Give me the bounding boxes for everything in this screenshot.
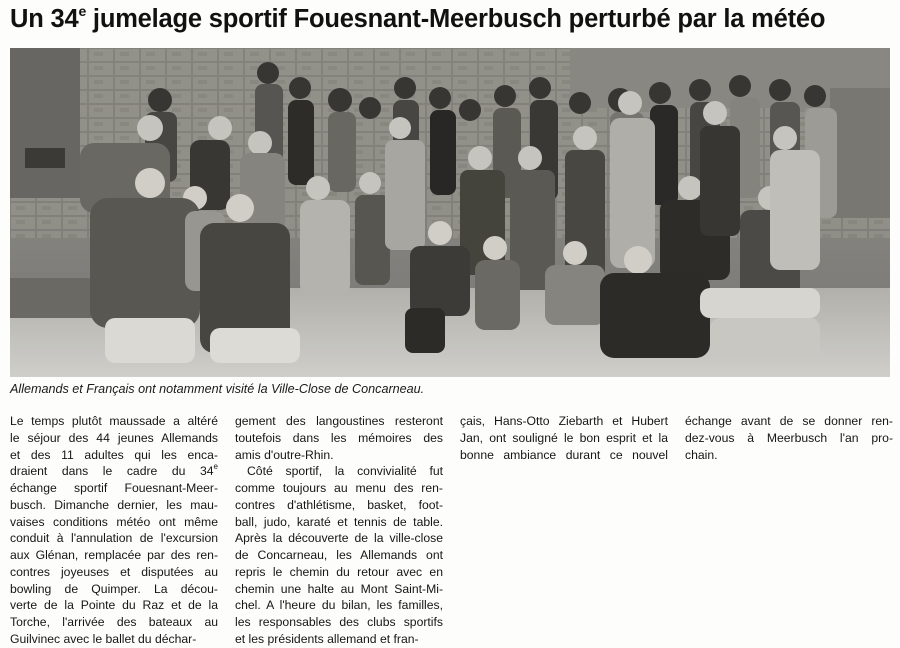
group-photo-icon — [10, 48, 890, 377]
ordinal-suffix: e — [213, 463, 218, 472]
group-photo — [10, 48, 890, 377]
article-text-line: gement des langoustines resteront — [235, 414, 443, 428]
article-text-line: ball, judo, karaté et tennis de table. — [235, 514, 443, 529]
article-text-line: toutefois dans les mémoires des — [235, 430, 443, 445]
headline-ordinal-suffix: e — [78, 2, 87, 19]
article-text-line: amis d'outre-Rhin. — [235, 447, 334, 462]
article-text-line: échange sportif Fouesnant-Meer- — [10, 481, 218, 495]
article-text-line: verte de la Pointe du Raz et de la — [10, 598, 218, 613]
article-text-line: échange avant de se donner ren- — [685, 414, 893, 428]
article-text-line: le séjour des 44 jeunes Allemands — [10, 430, 218, 445]
article-text-line: Le temps plutôt maussade a altéré — [10, 414, 218, 428]
article-text-line: Côté sportif, la convivialité fut — [247, 464, 443, 479]
article-text-line: bonne ambiance durant ce nouvel — [460, 447, 668, 462]
article-text-line: vaises conditions météo ont même — [10, 514, 218, 529]
article-column-1 — [10, 413, 218, 648]
article-text-line: çais, Hans-Otto Ziebarth et Hubert — [460, 414, 668, 428]
article-text-line: repris le chemin du retour avec en — [235, 564, 443, 579]
headline-text-start: Un 34 — [10, 5, 79, 33]
article-text-line: et des 11 adultes qui les enca- — [10, 447, 218, 462]
article-text-line: bowling de Quimper. La décou- — [10, 581, 218, 596]
article-text-line: Guilvinec avec le ballet du déchar- — [10, 631, 197, 646]
article-text-line: les responsables des clubs sportifs — [235, 615, 443, 629]
headline-text-end: jumelage sportif Fouesnant-Meerbusch perturbé par la météo — [86, 5, 826, 33]
article-text-line: Après la découverte de la ville-close — [235, 531, 443, 546]
article-text-line: dez-vous à Meerbusch l'an pro- — [685, 430, 893, 445]
article-text-line: aux Glénan, remplacée par des ren- — [10, 548, 218, 562]
article-text-line: draient dans le cadre du 34e — [10, 463, 218, 479]
article-text-line: conduit à l'annulation de l'excursion — [10, 531, 218, 546]
article-text-line: chel. A l'heure du bilan, les familles, — [235, 598, 443, 613]
article-text-line: Torche, l'arrivée des bateaux au — [10, 615, 218, 629]
article-text-line: comme toujours au menu des ren- — [235, 481, 443, 495]
photo-caption: Allemands et Français ont notamment visité la Ville-Close de Concarneau. — [10, 382, 425, 396]
article-column-2 — [235, 413, 443, 648]
article-text-line: contres joyeuses et disputées au — [10, 564, 218, 579]
article-text-line: contres d'athlétisme, basket, foot- — [235, 497, 443, 512]
article-headline — [10, 2, 892, 36]
article-text-line: Jan, ont souligné le bon esprit et la — [460, 430, 668, 445]
article-text-line: et les présidents allemand et fran- — [235, 631, 419, 646]
article-text-line: chain. — [685, 447, 718, 462]
article-text-line: de Concarneau, les Allemands ont — [235, 548, 443, 562]
article-text-line: chemin une halte au Mont Saint-Mi- — [235, 581, 443, 596]
article-text-line: busch. Dimanche dernier, les mau- — [10, 497, 218, 512]
article-column-4 — [685, 413, 893, 463]
article-column-3 — [460, 413, 668, 463]
